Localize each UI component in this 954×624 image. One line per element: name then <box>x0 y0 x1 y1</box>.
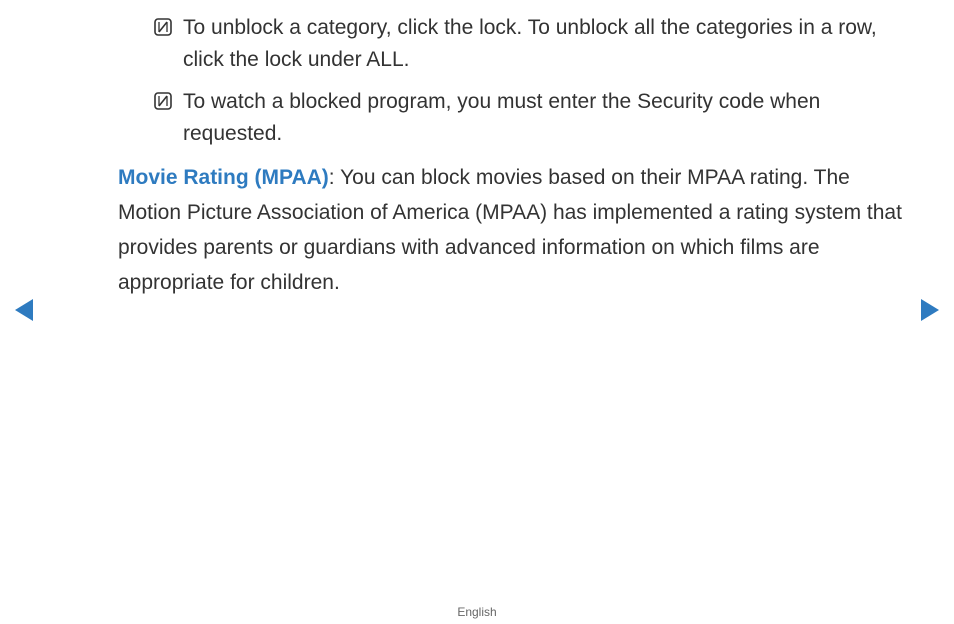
movie-rating-paragraph <box>118 160 908 300</box>
previous-page-icon[interactable] <box>15 299 33 321</box>
movie-rating-term: Movie Rating (MPAA) <box>118 166 329 189</box>
note-text: To watch a blocked program, you must enter the Security code when requested. <box>183 90 821 145</box>
note-text: To unblock a category, click the lock. To unblock all the categories in a row, click the lock under ALL. <box>183 16 877 71</box>
note-item <box>153 86 893 150</box>
next-page-icon[interactable] <box>921 299 939 321</box>
note-icon <box>153 91 173 111</box>
language-label: English <box>457 605 497 619</box>
movie-rating-description: : You can block movies based on their MPAA rating. The Motion Picture Association of America (MPAA) has implemented a rating system that provides parents or guardians with advanced information on which films are appropriate for children. <box>118 166 902 294</box>
note-icon <box>153 17 173 37</box>
note-item <box>153 12 893 76</box>
